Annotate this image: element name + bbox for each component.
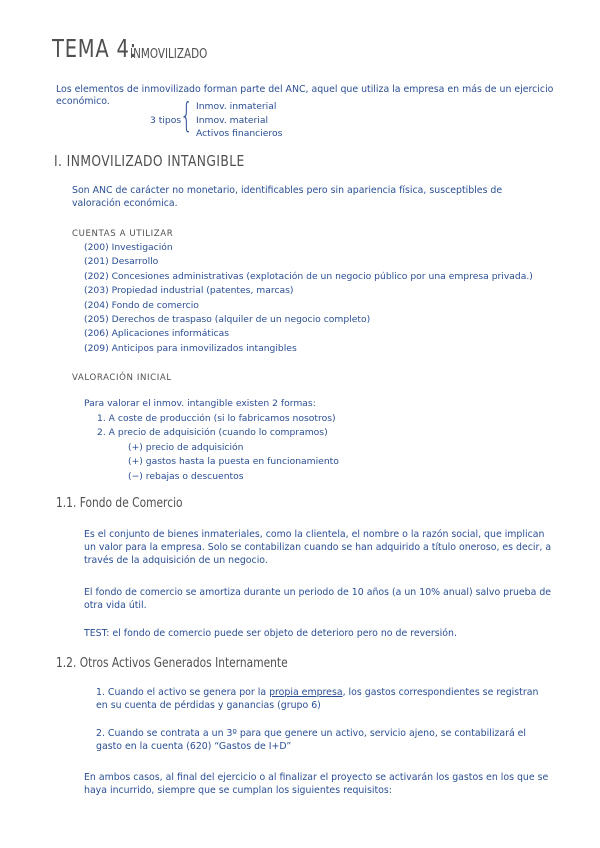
internal-assets-item-1: 1. Cuando el activo se genera por la propia empresa, los gastos correspondientes se registran en su cuenta de pérdidas y ganancias (grupo 6) bbox=[96, 687, 539, 711]
valuation-components bbox=[128, 441, 339, 484]
goodwill-amortization: El fondo de comercio se amortiza durante un periodo de 10 años (a un 10% anual) salvo prueba de otra vida útil. bbox=[84, 587, 552, 611]
type-item: Activos financieros bbox=[196, 128, 283, 139]
brace-symbol: { bbox=[180, 96, 193, 136]
page-subtitle: INMOVILIZADO bbox=[130, 47, 208, 62]
goodwill-test-note: TEST: el fondo de comercio puede ser objeto de deterioro pero no de reversión. bbox=[84, 628, 457, 639]
section1-definition: Son ANC de carácter no monetario, identificables pero sin apariencia física, susceptibles de valoración económica. bbox=[72, 185, 503, 209]
account-item: (205) Derechos de traspaso (alquiler de un negocio completo) bbox=[84, 314, 371, 326]
valuation-methods bbox=[97, 412, 336, 441]
accounts-heading: CUENTAS A UTILIZAR bbox=[72, 229, 174, 239]
valuation-intro: Para valorar el inmov. intangible existen 2 formas: bbox=[84, 398, 316, 409]
closing-paragraph: En ambos casos, al final del ejercicio o al finalizar el proyecto se activarán los gastos en los que se haya incurrido, siempre que se cumplan los siguientes requisitos: bbox=[84, 772, 549, 796]
types-list bbox=[196, 100, 282, 141]
internal-assets-item-2: 2. Cuando se contrata a un 3º para que genere un activo, servicio ajeno, se contabilizará el gasto en la cuenta (620) “Gastos de I+D” bbox=[96, 728, 527, 752]
types-label: 3 tipos bbox=[150, 115, 182, 126]
page-title: TEMA 4: bbox=[52, 34, 138, 63]
valuation-method: 1. A coste de producción (si lo fabricamos nosotros) bbox=[97, 413, 336, 424]
type-item: Inmov. inmaterial bbox=[196, 101, 277, 112]
valuation-component: (−) rebajas o descuentos bbox=[128, 470, 244, 482]
emphasis-text: propia empresa bbox=[269, 687, 343, 698]
goodwill-definition: Es el conjunto de bienes inmateriales, como la clientela, el nombre o la razón social, que implican un valor para la empresa. Solo se contabilizan cuando se han adquirido a título oneroso, es decir, a través de la adquisición de un negocio. bbox=[84, 529, 552, 566]
section1-heading: I. INMOVILIZADO INTANGIBLE bbox=[54, 152, 245, 170]
accounts-list bbox=[84, 241, 533, 356]
valuation-heading: VALORACIÓN INICIAL bbox=[72, 373, 172, 383]
intro-paragraph: Los elementos de inmovilizado forman parte del ANC, aquel que utiliza la empresa en más de un ejercicio económico. bbox=[56, 84, 554, 107]
account-item: (202) Concesiones administrativas (explotación de un negocio público por una empresa privada.) bbox=[84, 270, 533, 282]
account-item: (204) Fondo de comercio bbox=[84, 299, 199, 311]
account-item: (206) Aplicaciones informáticas bbox=[84, 328, 229, 340]
account-item: (209) Anticipos para inmovilizados intangibles bbox=[84, 342, 297, 354]
section12-heading: 1.2. Otros Activos Generados Internamente bbox=[56, 656, 288, 671]
valuation-component: (+) precio de adquisición bbox=[128, 442, 244, 453]
valuation-component: (+) gastos hasta la puesta en funcionamiento bbox=[128, 456, 339, 468]
account-item: (200) Investigación bbox=[84, 242, 173, 253]
account-item: (203) Propiedad industrial (patentes, marcas) bbox=[84, 285, 294, 297]
section11-heading: 1.1. Fondo de Comercio bbox=[56, 496, 183, 511]
type-item: Inmov. material bbox=[196, 114, 269, 126]
valuation-method: 2. A precio de adquisición (cuando lo compramos) bbox=[97, 427, 328, 439]
account-item: (201) Desarrollo bbox=[84, 256, 159, 268]
